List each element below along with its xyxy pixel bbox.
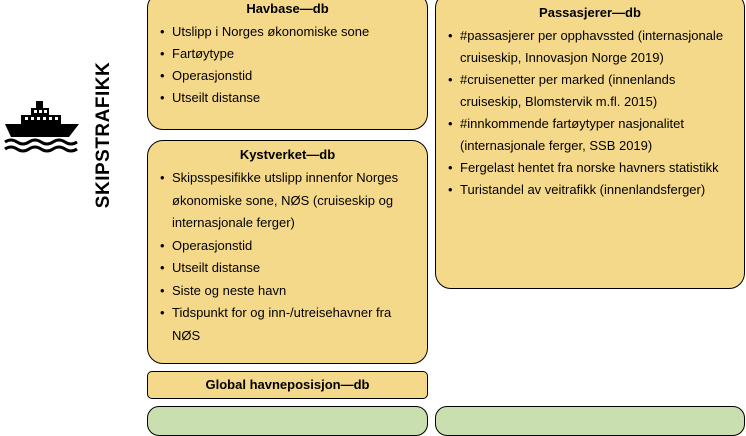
kystverket-title: Kystverket—db bbox=[239, 147, 336, 162]
list-item: • Siste og neste havn bbox=[158, 280, 417, 303]
list-item: • #cruisenetter per marked (innenlands cruiseskip, Blomstervik m.fl. 2015) bbox=[446, 69, 734, 113]
list-item: • Skipsspesifikke utslipp innenfor Norges økonomiske sone, NØS (cruiseskip og internasjonale ferger) bbox=[158, 167, 417, 235]
havbase-title: Havbase—db bbox=[246, 1, 329, 16]
list-item: • Operasjonstid bbox=[158, 235, 417, 258]
ship-icon bbox=[3, 97, 83, 162]
global-title: Global havneposisjon—db bbox=[205, 377, 370, 392]
havbase-box bbox=[147, 0, 428, 130]
havbase-list bbox=[158, 21, 417, 109]
passasjerer-box bbox=[435, 0, 745, 289]
list-item: • #passasjerer per opphavssted (internasjonale cruiseskip, Innovasjon Norge 2019) bbox=[446, 25, 734, 69]
side-label-text: SKIPSTRAFIKK bbox=[93, 61, 114, 209]
list-item: • Fergelast hentet fra norske havners statistikk bbox=[446, 157, 734, 179]
kystverket-box bbox=[147, 140, 428, 364]
list-item: • Utslipp i Norges økonomiske sone bbox=[158, 21, 417, 43]
list-item: • #innkommende fartøytyper nasjonalitet (internasjonale ferger, SSB 2019) bbox=[446, 113, 734, 157]
list-item: • Utseilt distanse bbox=[158, 87, 417, 109]
kystverket-list bbox=[158, 167, 417, 347]
passasjerer-title: Passasjerer—db bbox=[539, 5, 641, 20]
green-box-right bbox=[435, 406, 745, 436]
list-item: • Operasjonstid bbox=[158, 65, 417, 87]
list-item: • Utseilt distanse bbox=[158, 257, 417, 280]
list-item: • Fartøytype bbox=[158, 43, 417, 65]
passasjerer-list bbox=[446, 25, 734, 201]
green-box-left bbox=[147, 406, 428, 436]
global-havneposisjon-box bbox=[147, 371, 428, 399]
list-item: • Turistandel av veitrafikk (innenlandsferger) bbox=[446, 179, 734, 201]
list-item: • Tidspunkt for og inn-/utreisehavner fra NØS bbox=[158, 302, 417, 347]
